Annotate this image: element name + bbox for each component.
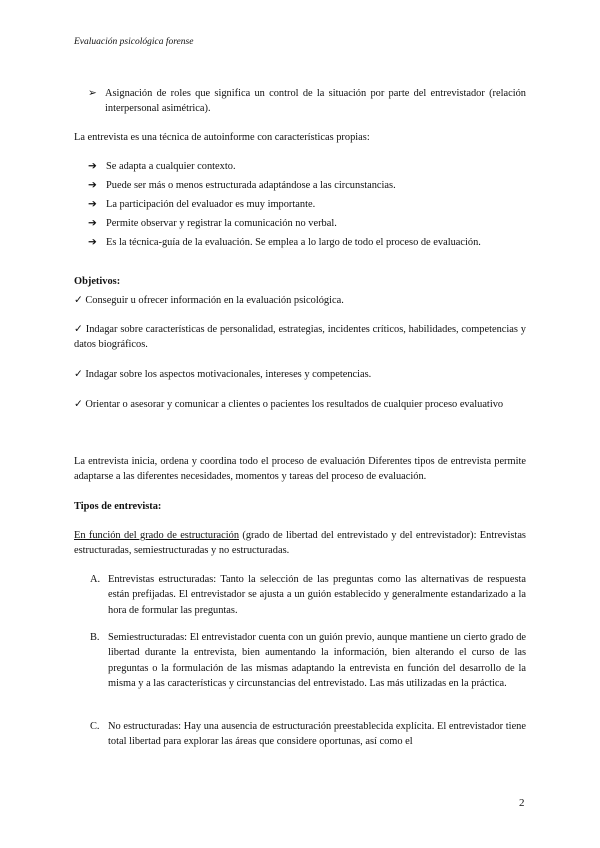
feature-item [88, 159, 526, 174]
arrow-bullet-icon: ➔ [88, 218, 97, 229]
criterion-title: En función del grado de estructuración [74, 530, 240, 541]
intro-bullet-text: Asignación de roles que significa un control de la situación por parte del entrevistador (relación interpersonal asimétrica). [105, 88, 526, 115]
check-icon: ✓ [74, 324, 83, 335]
feature-item [88, 178, 526, 193]
list-letter: C. [90, 721, 100, 732]
objective-item [74, 322, 526, 353]
feature-item [88, 197, 526, 212]
objective-text: Indagar sobre los aspectos motivacionales, intereses y competencias. [85, 369, 372, 380]
criterion-paragraph [74, 528, 526, 559]
check-icon: ✓ [74, 295, 83, 306]
objective-item [74, 367, 526, 382]
list-item [90, 719, 526, 750]
list-letter: B. [90, 632, 100, 643]
objective-item [74, 293, 526, 308]
arrow-bullet-icon: ➔ [88, 180, 97, 191]
list-text: Entrevistas estructuradas: Tanto la selección de las preguntas como las alternativas de respuesta están prefijadas. El entrevistador se ajusta a un guión establecido y generalmente estandarizado a la hora de formular las preguntas. [108, 574, 526, 616]
feature-text: Se adapta a cualquier contexto. [106, 161, 236, 172]
criterion-description: (grado de libertad del entrevistado y del entrevistador): Entrevistas estructuradas, semiestructuradas y no estructuradas. [74, 530, 526, 557]
feature-text: Puede ser más o menos estructurada adaptándose a las circunstancias. [106, 180, 396, 191]
features-intro: La entrevista es una técnica de autoinforme con características propias: [74, 132, 370, 143]
list-letter: A. [90, 574, 101, 585]
feature-text: La participación del evaluador es muy importante. [106, 199, 316, 210]
objective-text: Indagar sobre características de personalidad, estrategias, incidentes críticos, habilidades, competencias y datos biográficos. [74, 324, 526, 351]
arrow-bullet-icon: ➔ [88, 237, 97, 248]
objectives-heading: Objetivos: [74, 276, 121, 287]
objective-text: Orientar o asesorar y comunicar a clientes o pacientes los resultados de cualquier proceso evaluativo [85, 399, 504, 410]
body-paragraph: La entrevista inicia, ordena y coordina todo el proceso de evaluación Diferentes tipos de entrevista permite adaptarse a las diferentes necesidades, momentos y tareas del proceso de evaluación. [74, 456, 526, 483]
check-icon: ✓ [74, 369, 83, 380]
arrowhead-bullet-icon: ➢ [88, 88, 97, 99]
feature-item [88, 216, 526, 231]
arrow-bullet-icon: ➔ [88, 199, 97, 210]
list-text: No estructuradas: Hay una ausencia de estructuración preestablecida explícita. El entrevistador tiene total libertad para explorar las áreas que considere oportunas, así como el [108, 721, 526, 748]
objective-text: Conseguir u ofrecer información en la evaluación psicológica. [85, 295, 344, 306]
list-item [90, 572, 526, 618]
feature-item [88, 235, 526, 250]
feature-text: Es la técnica-guía de la evaluación. Se emplea a lo largo de todo el proceso de evaluación. [106, 237, 481, 248]
running-header: Evaluación psicológica forense [74, 37, 194, 47]
page-number: 2 [519, 797, 525, 809]
intro-bullet [88, 86, 526, 117]
types-heading: Tipos de entrevista: [74, 501, 162, 512]
arrow-bullet-icon: ➔ [88, 161, 97, 172]
list-text: Semiestructuradas: El entrevistador cuenta con un guión previo, aunque mantiene un cierto grado de libertad durante la entrevista, bien aumentando la información, bien alterando el curso de las preguntas o la formulación de las mismas adaptando la entrevista en función del desarrollo de la misma y a las características y circunstancias del entrevistado. Las más utilizadas en la práctica. [108, 632, 526, 690]
check-icon: ✓ [74, 399, 83, 410]
list-item [90, 630, 526, 692]
feature-text: Permite observar y registrar la comunicación no verbal. [106, 218, 337, 229]
objective-item [74, 397, 526, 412]
